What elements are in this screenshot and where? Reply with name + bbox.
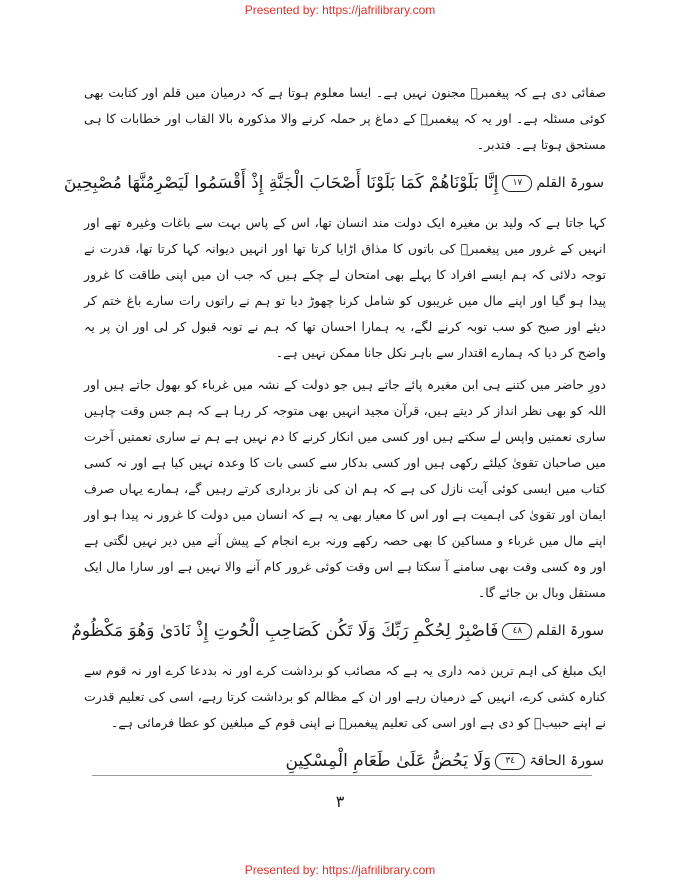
surah-name-1: سورۃ القلم — [536, 175, 604, 191]
ayah-number-2: ٤٨ — [502, 623, 532, 640]
surah-name-3: سورۃ الحاقۃ — [529, 753, 604, 769]
surah-name-2: سورۃ القلم — [536, 623, 604, 639]
paragraph-2: کہا جاتا ہے کہ ولید بن مغیرہ ایک دولت مند انسان تھا، اس کے پاس بہت سے باغات وغیرہ تھے اور انہیں کے غرور میں پیغمبرؐ کی باتوں کا مذاق اڑایا کرتا تھا اور انہیں دیوانہ کہا کرتا تھا، قدرت نے توجہ دلائی کہ ہم ایسے افراد کا پہلے بھی امتحان لے چکے ہیں کہ جب ان میں اپنی طاقت کا غرور پیدا ہو گیا اور اپنے مال میں غریبوں کو شامل کرنا چھوڑ دیا تو ہم نے راتوں رات سارے باغ ختم کر دیئے اور صبح کو سب توبہ کرنے لگے، یہ ہمارا احسان تھا کہ ہم نے توبہ قبول کر لی اور ان پر یہ واضح کر دیا کہ ہمارے اقتدار سے باہر نکل جانا ممکن نہیں ہے۔ — [84, 215, 606, 360]
page-number: ۳ — [335, 792, 345, 811]
watermark-top[interactable]: Presented by: https://jafrilibrary.com — [244, 3, 436, 17]
quran-verse-2 — [71, 614, 606, 648]
paragraph-1: صفائی دی ہے کہ پیغمبرؐ مجنون نہیں ہے۔ ایسا معلوم ہوتا ہے کہ درمیان میں قلم اور کتابت بھی کوئی مسئلہ ہے۔ اور یہ کہ پیغمبرؐ کے دماغ پر حملہ کرنے والا مذکورہ بالا القاب اور خطابات کا ہی مستحق ہوتا ہے۔ فتدبر۔ — [84, 85, 606, 152]
watermark-bottom[interactable]: Presented by: https://jafrilibrary.com — [244, 863, 436, 877]
footer-divider — [92, 775, 592, 776]
verse-text-1: إِنَّا بَلَوْنَاهُمْ كَمَا بَلَوْنَا أَصْحَابَ الْجَنَّةِ إِذْ أَقْسَمُوا لَيَصْرِمُنَّهَا مُصْبِحِينَ — [63, 173, 499, 193]
page-body — [63, 80, 606, 788]
paragraph-4: ایک مبلغ کی اہم ترین ذمہ داری یہ ہے کہ مصائب کو برداشت کرے اور نہ بددعا کرے اور نہ قوم سے کنارہ کشی کرے، انہیں کے درمیان رہے اور ان کے مظالم کو برداشت کرتا رہے، اسی کی تعلیم قدرت نے اپنے حبیبؐ کو دی ہے اور اسی کی تعلیم پیغمبرؐ نے اپنی قوم کے مبلغین کو عطا فرمائی ہے۔ — [84, 663, 606, 730]
quran-verse-3 — [84, 744, 606, 778]
paragraph-3: دورِ حاضر میں کتنے ہی ابن مغیرہ پائے جاتے ہیں جو دولت کے نشہ میں غرباء کو بھول جاتے ہیں اور اللہ کو بھی نظر انداز کر دیتے ہیں، قرآن مجید انہیں بھی متوجہ کر رہا ہے کہ ہم جس وقت چاہیں ساری نعمتیں واپس لے سکتے ہیں اور کسی میں انکار کرنے کا دم نہیں ہے ہم نے ساری نعمتیں آخرت میں صاحبان تقویٰ کیلئے رکھی ہیں اور کسی بدکار سے کسی بات کا وعدہ نہیں کیا ہے اور نہ کسی کتاب میں ایسی کوئی آیت نازل کی ہے کہ ہم ان کی ناز برداری کرتے رہیں گے، ہمارے یہاں صرف ایمان اور تقویٰ کی اہمیت ہے اور اس کا معیار بھی یہ ہے کہ انسان میں دولت کا غرور نہ پیدا ہو اور اپنے مال میں غرباء و مساکین کا بھی حصہ رکھے ورنہ برے انجام کے پیش آنے میں دیر نہیں لگتی ہے اور وہ کسی وقت بھی سامنے آ سکتا ہے اس وقت کوئی غرور کام آنے والا نہیں ہے اور سارا مال ایک مستقل وبال بن جائے گا۔ — [84, 377, 606, 600]
quran-verse-1 — [63, 166, 606, 200]
verse-text-2: فَاصْبِرْ لِحُكْمِ رَبِّكَ وَلَا تَكُن كَصَاحِبِ الْحُوتِ إِذْ نَادَىٰ وَهُوَ مَكْظُومٌ — [71, 621, 499, 641]
verse-text-3: وَلَا يَحُضُّ عَلَىٰ طَعَامِ الْمِسْكِينِ — [285, 751, 492, 771]
ayah-number-1: ١٧ — [502, 175, 532, 192]
ayah-number-3: ٣٤ — [495, 753, 525, 770]
